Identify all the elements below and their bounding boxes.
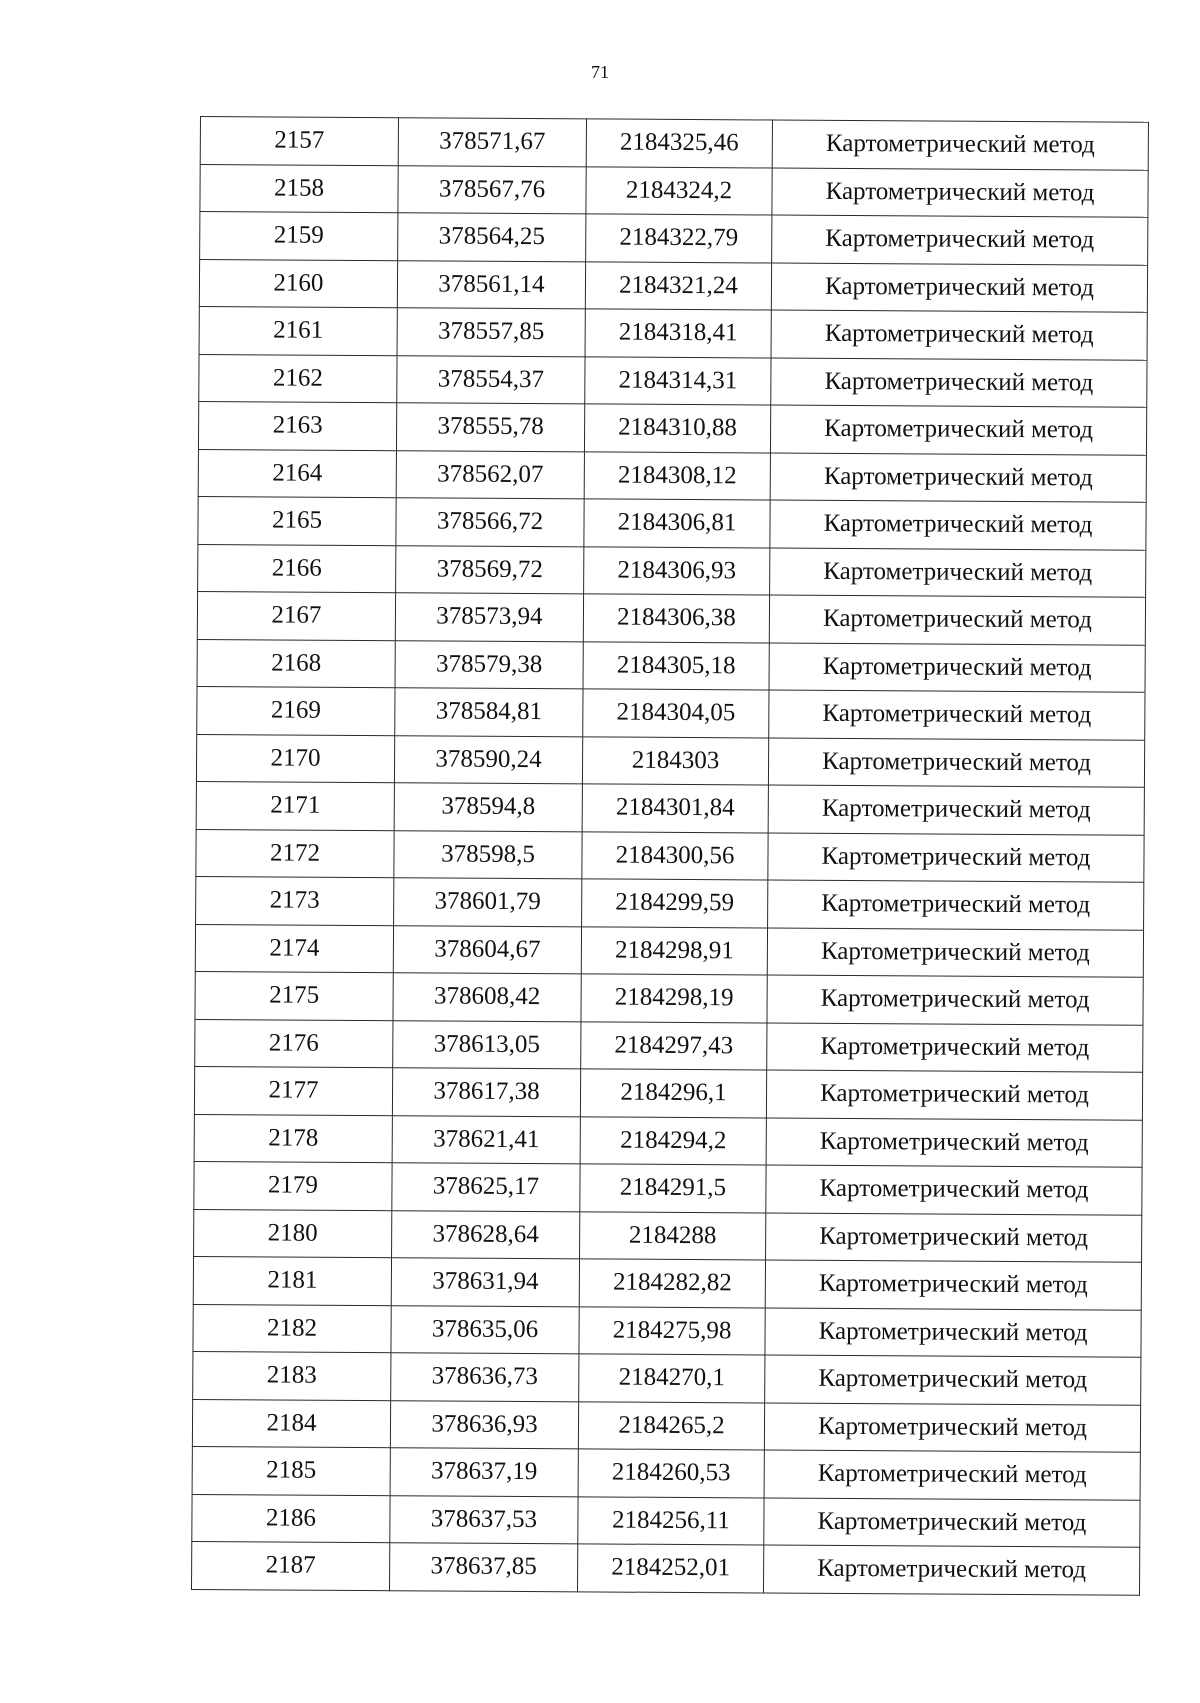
- method-cell: Картометрический метод: [771, 310, 1147, 360]
- method-cell: Картометрический метод: [765, 1355, 1141, 1405]
- x-coordinate-cell: 378636,73: [391, 1353, 579, 1402]
- y-coordinate-cell: 2184294,2: [580, 1116, 766, 1165]
- x-coordinate-cell: 378617,38: [392, 1068, 580, 1117]
- x-coordinate-cell: 378562,07: [396, 450, 584, 499]
- y-coordinate-cell: 2184306,38: [583, 594, 769, 643]
- x-coordinate-cell: 378564,25: [398, 213, 586, 262]
- y-coordinate-cell: 2184275,98: [579, 1306, 765, 1355]
- table-row: [193, 1304, 1141, 1357]
- table-row: [193, 1256, 1141, 1309]
- point-number-cell: 2159: [200, 212, 398, 261]
- method-cell: Картометрический метод: [770, 405, 1146, 455]
- method-cell: Картометрический метод: [768, 832, 1144, 882]
- y-coordinate-cell: 2184298,91: [581, 926, 767, 975]
- method-cell: Картометрический метод: [771, 357, 1147, 407]
- point-number-cell: 2171: [196, 781, 394, 830]
- y-coordinate-cell: 2184252,01: [577, 1544, 763, 1593]
- x-coordinate-cell: 378628,64: [392, 1210, 580, 1259]
- table-row: [196, 734, 1144, 787]
- point-number-cell: 2160: [199, 259, 397, 308]
- x-coordinate-cell: 378554,37: [397, 355, 585, 404]
- y-coordinate-cell: 2184310,88: [584, 404, 770, 453]
- x-coordinate-cell: 378590,24: [394, 735, 582, 784]
- method-cell: Картометрический метод: [769, 595, 1145, 645]
- point-number-cell: 2177: [194, 1066, 392, 1115]
- table-row: [199, 354, 1147, 407]
- x-coordinate-cell: 378567,76: [398, 165, 586, 214]
- x-coordinate-cell: 378635,06: [391, 1305, 579, 1354]
- x-coordinate-cell: 378598,5: [394, 830, 582, 879]
- x-coordinate-cell: 378637,19: [390, 1448, 578, 1497]
- y-coordinate-cell: 2184291,5: [580, 1164, 766, 1213]
- method-cell: Картометрический метод: [770, 452, 1146, 502]
- point-number-cell: 2163: [198, 401, 396, 450]
- point-number-cell: 2173: [196, 876, 394, 925]
- point-number-cell: 2157: [200, 117, 398, 166]
- x-coordinate-cell: 378579,38: [395, 640, 583, 689]
- method-cell: Картометрический метод: [769, 642, 1145, 692]
- point-number-cell: 2174: [195, 924, 393, 973]
- table-row: [194, 1209, 1142, 1262]
- y-coordinate-cell: 2184305,18: [583, 641, 769, 690]
- x-coordinate-cell: 378571,67: [398, 118, 586, 167]
- method-cell: Картометрический метод: [772, 167, 1148, 217]
- point-number-cell: 2181: [193, 1256, 391, 1305]
- point-number-cell: 2168: [197, 639, 395, 688]
- x-coordinate-cell: 378594,8: [394, 783, 582, 832]
- table-row: [196, 781, 1144, 834]
- y-coordinate-cell: 2184282,82: [579, 1259, 765, 1308]
- table-row: [192, 1541, 1140, 1594]
- x-coordinate-cell: 378625,17: [392, 1163, 580, 1212]
- point-number-cell: 2185: [192, 1446, 390, 1495]
- method-cell: Картометрический метод: [772, 215, 1148, 265]
- x-coordinate-cell: 378569,72: [396, 545, 584, 594]
- table-row: [195, 971, 1143, 1024]
- y-coordinate-cell: 2184260,53: [578, 1449, 764, 1498]
- y-coordinate-cell: 2184301,84: [582, 784, 768, 833]
- method-cell: Картометрический метод: [766, 1117, 1142, 1167]
- point-number-cell: 2169: [197, 686, 395, 735]
- y-coordinate-cell: 2184325,46: [586, 119, 772, 168]
- table-row: [192, 1494, 1140, 1547]
- y-coordinate-cell: 2184288: [580, 1211, 766, 1260]
- point-number-cell: 2164: [198, 449, 396, 498]
- y-coordinate-cell: 2184314,31: [585, 356, 771, 405]
- method-cell: Картометрический метод: [767, 975, 1143, 1025]
- y-coordinate-cell: 2184297,43: [581, 1021, 767, 1070]
- method-cell: Картометрический метод: [766, 1165, 1142, 1215]
- page-number: 71: [591, 62, 609, 82]
- table-row: [198, 496, 1146, 549]
- point-number-cell: 2184: [192, 1399, 390, 1448]
- table-row: [195, 924, 1143, 977]
- coordinates-table: [191, 116, 1149, 1595]
- x-coordinate-cell: 378573,94: [395, 593, 583, 642]
- method-cell: Картометрический метод: [770, 500, 1146, 550]
- table-row: [197, 686, 1145, 739]
- table-row: [194, 1066, 1142, 1119]
- x-coordinate-cell: 378621,41: [392, 1115, 580, 1164]
- point-number-cell: 2187: [192, 1541, 390, 1590]
- y-coordinate-cell: 2184318,41: [585, 309, 771, 358]
- y-coordinate-cell: 2184256,11: [578, 1496, 764, 1545]
- table-row: [199, 306, 1147, 359]
- y-coordinate-cell: 2184306,81: [584, 499, 770, 548]
- method-cell: Картометрический метод: [765, 1260, 1141, 1310]
- x-coordinate-cell: 378631,94: [391, 1258, 579, 1307]
- table-row: [198, 544, 1146, 597]
- point-number-cell: 2180: [194, 1209, 392, 1258]
- y-coordinate-cell: 2184298,19: [581, 974, 767, 1023]
- table-row: [196, 829, 1144, 882]
- coordinates-table-body: [192, 117, 1149, 1595]
- table-row: [195, 1019, 1143, 1072]
- method-cell: Картометрический метод: [771, 262, 1147, 312]
- x-coordinate-cell: 378561,14: [397, 260, 585, 309]
- y-coordinate-cell: 2184299,59: [582, 879, 768, 928]
- table-row: [200, 164, 1148, 217]
- table-row: [197, 591, 1145, 644]
- point-number-cell: 2179: [194, 1161, 392, 1210]
- method-cell: Картометрический метод: [764, 1497, 1140, 1547]
- point-number-cell: 2158: [200, 164, 398, 213]
- point-number-cell: 2182: [193, 1304, 391, 1353]
- point-number-cell: 2176: [195, 1019, 393, 1068]
- method-cell: Картометрический метод: [770, 547, 1146, 597]
- x-coordinate-cell: 378604,67: [393, 925, 581, 974]
- method-cell: Картометрический метод: [767, 1022, 1143, 1072]
- y-coordinate-cell: 2184300,56: [582, 831, 768, 880]
- x-coordinate-cell: 378601,79: [394, 878, 582, 927]
- point-number-cell: 2186: [192, 1494, 390, 1543]
- y-coordinate-cell: 2184265,2: [578, 1401, 764, 1450]
- method-cell: Картометрический метод: [768, 785, 1144, 835]
- table-row: [192, 1399, 1140, 1452]
- y-coordinate-cell: 2184270,1: [579, 1354, 765, 1403]
- x-coordinate-cell: 378557,85: [397, 308, 585, 357]
- table-row: [200, 212, 1148, 265]
- x-coordinate-cell: 378566,72: [396, 498, 584, 547]
- table-row: [192, 1446, 1140, 1499]
- y-coordinate-cell: 2184306,93: [584, 546, 770, 595]
- table-row: [200, 117, 1148, 170]
- method-cell: Картометрический метод: [772, 120, 1148, 170]
- x-coordinate-cell: 378637,53: [390, 1495, 578, 1544]
- x-coordinate-cell: 378636,93: [390, 1400, 578, 1449]
- x-coordinate-cell: 378608,42: [393, 973, 581, 1022]
- point-number-cell: 2161: [199, 306, 397, 355]
- y-coordinate-cell: 2184324,2: [586, 166, 772, 215]
- y-coordinate-cell: 2184321,24: [585, 261, 771, 310]
- method-cell: Картометрический метод: [766, 1212, 1142, 1262]
- method-cell: Картометрический метод: [764, 1450, 1140, 1500]
- method-cell: Картометрический метод: [765, 1307, 1141, 1357]
- point-number-cell: 2183: [193, 1351, 391, 1400]
- point-number-cell: 2170: [196, 734, 394, 783]
- y-coordinate-cell: 2184296,1: [580, 1069, 766, 1118]
- x-coordinate-cell: 378613,05: [393, 1020, 581, 1069]
- x-coordinate-cell: 378584,81: [395, 688, 583, 737]
- method-cell: Картометрический метод: [769, 690, 1145, 740]
- y-coordinate-cell: 2184308,12: [584, 451, 770, 500]
- point-number-cell: 2172: [196, 829, 394, 878]
- method-cell: Картометрический метод: [764, 1402, 1140, 1452]
- table-row: [196, 876, 1144, 929]
- method-cell: Картометрический метод: [767, 927, 1143, 977]
- point-number-cell: 2178: [194, 1114, 392, 1163]
- table-row: [197, 639, 1145, 692]
- x-coordinate-cell: 378555,78: [396, 403, 584, 452]
- point-number-cell: 2162: [199, 354, 397, 403]
- y-coordinate-cell: 2184322,79: [586, 214, 772, 263]
- y-coordinate-cell: 2184303: [582, 736, 768, 785]
- point-number-cell: 2167: [197, 591, 395, 640]
- table-row: [198, 449, 1146, 502]
- x-coordinate-cell: 378637,85: [389, 1543, 577, 1592]
- table-row: [193, 1351, 1141, 1404]
- point-number-cell: 2175: [195, 971, 393, 1020]
- method-cell: Картометрический метод: [768, 737, 1144, 787]
- table-row: [194, 1161, 1142, 1214]
- table-row: [198, 401, 1146, 454]
- method-cell: Картометрический метод: [766, 1070, 1142, 1120]
- table-row: [199, 259, 1147, 312]
- method-cell: Картометрический метод: [768, 880, 1144, 930]
- point-number-cell: 2166: [198, 544, 396, 593]
- y-coordinate-cell: 2184304,05: [583, 689, 769, 738]
- table-row: [194, 1114, 1142, 1167]
- point-number-cell: 2165: [198, 496, 396, 545]
- method-cell: Картометрический метод: [763, 1545, 1139, 1595]
